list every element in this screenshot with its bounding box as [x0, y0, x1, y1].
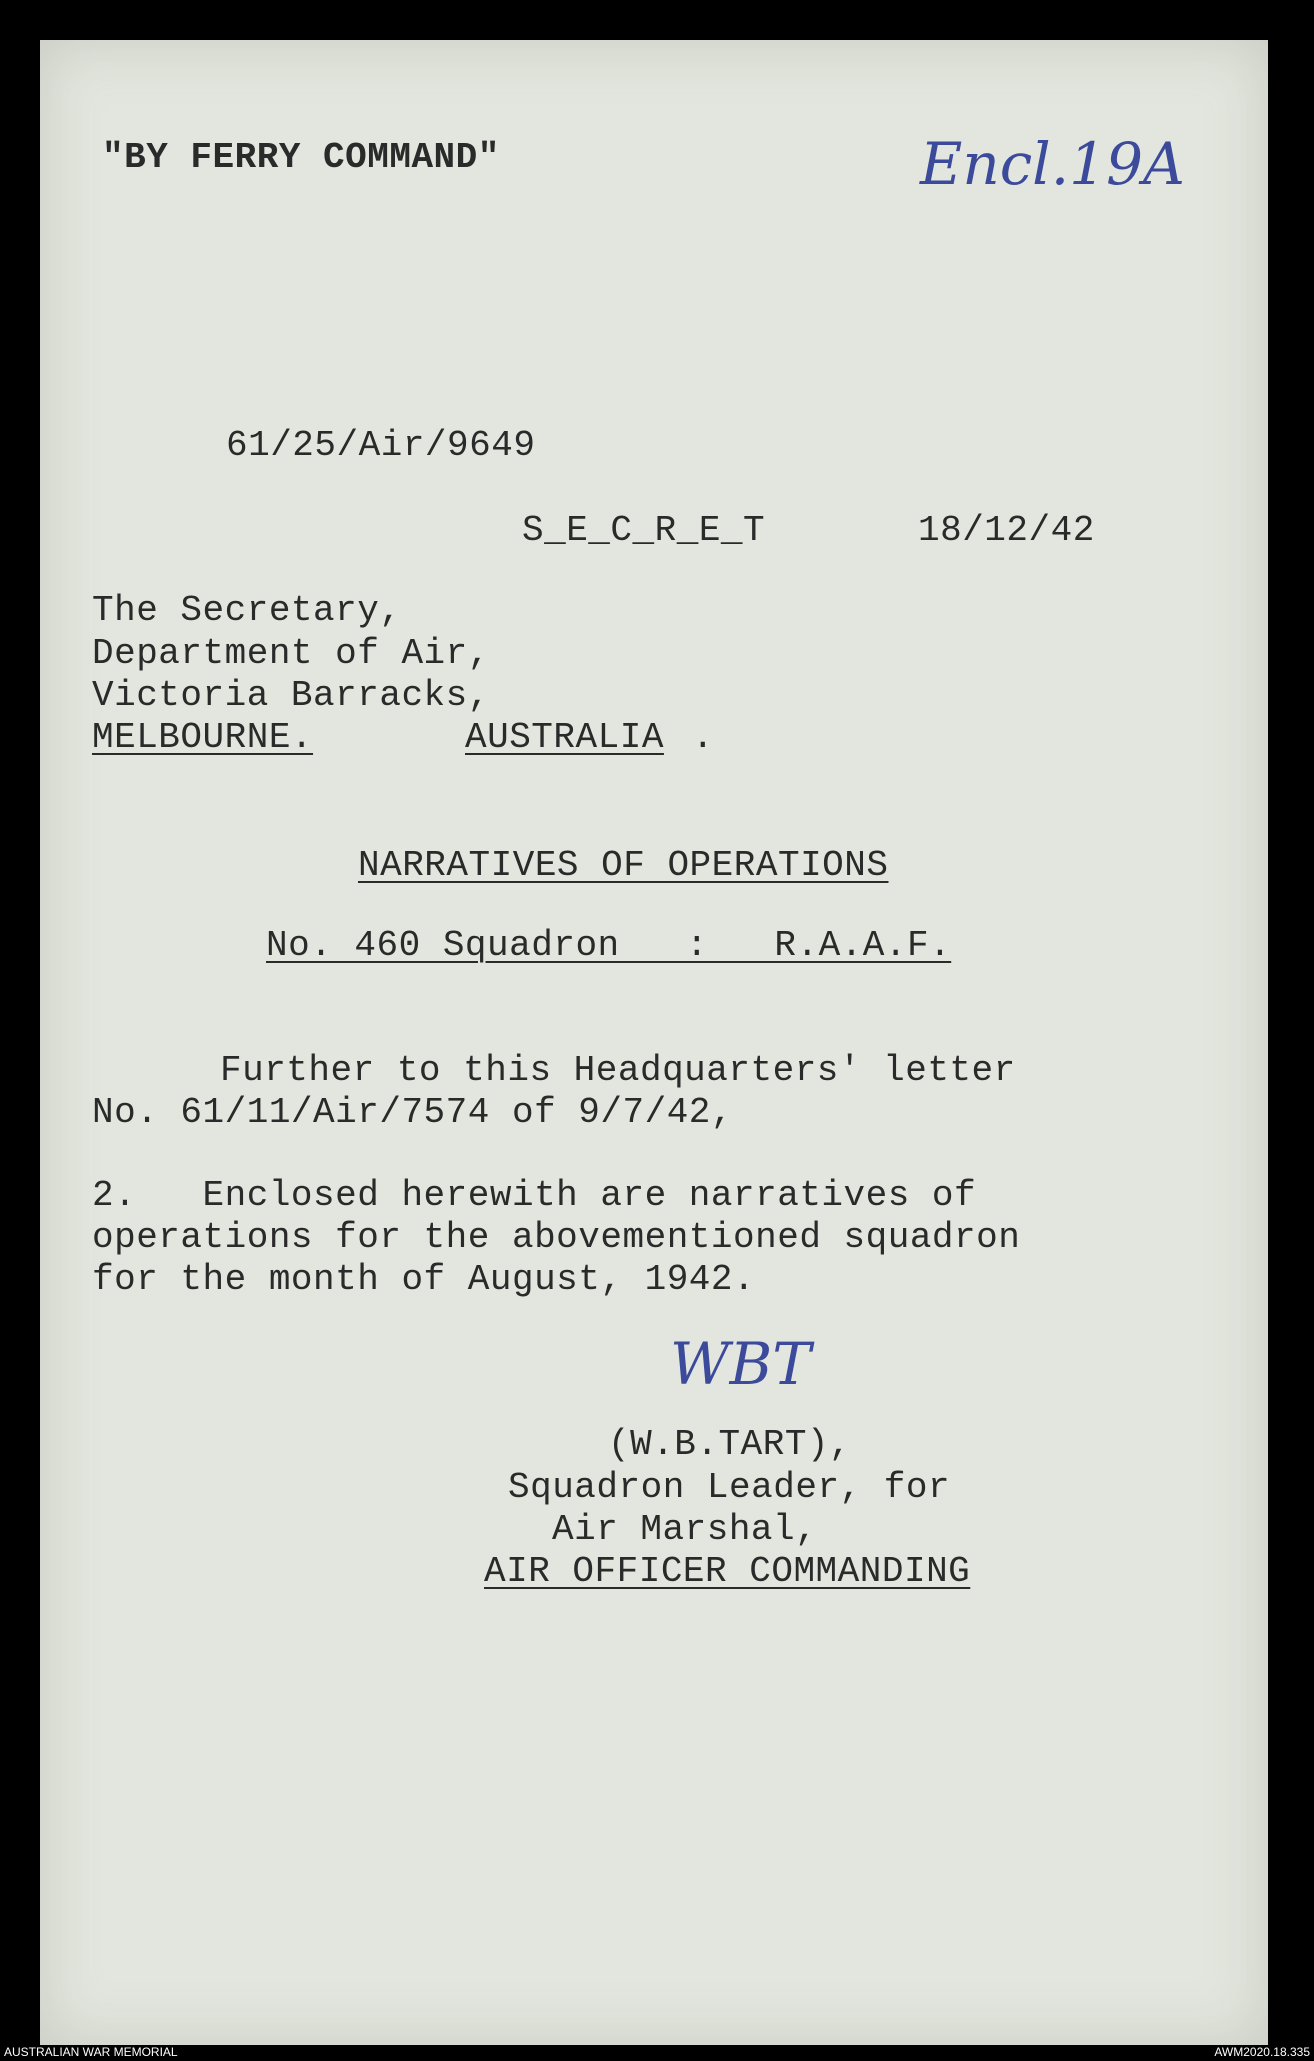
subject-title: NARRATIVES OF OPERATIONS	[358, 845, 889, 886]
document-page	[40, 40, 1268, 2045]
signatory-rank: Squadron Leader, for	[508, 1467, 951, 1508]
signatory-for-rank: Air Marshal,	[552, 1509, 818, 1550]
handwritten-signature: WBT	[670, 1330, 811, 1398]
paragraph2-line1: 2. Enclosed herewith are narratives of	[92, 1175, 977, 1216]
classification: S_E_C_R_E_T	[522, 510, 766, 551]
addressee-trailing: .	[692, 717, 715, 758]
document-date: 18/12/42	[918, 510, 1095, 551]
paragraph2-line3: for the month of August, 1942.	[92, 1259, 756, 1300]
paragraph2-line2: operations for the abovementioned squadron	[92, 1217, 1021, 1258]
addressee-city: MELBOURNE.	[92, 717, 314, 758]
signatory-title: AIR OFFICER COMMANDING	[484, 1551, 971, 1592]
footer-right: AWM2020.18.335	[1214, 2045, 1310, 2059]
footer-left: AUSTRALIAN WAR MEMORIAL	[4, 2045, 178, 2059]
paragraph1-line2: No. 61/11/Air/7574 of 9/7/42,	[92, 1092, 734, 1133]
subject-squadron: No. 460 Squadron : R.A.A.F.	[266, 925, 952, 966]
addressee-country: AUSTRALIA	[465, 717, 664, 758]
transit-note: "BY FERRY COMMAND"	[102, 137, 500, 178]
addressee-line2: Department of Air,	[92, 633, 490, 674]
reference-number: 61/25/Air/9649	[226, 425, 536, 466]
paragraph1-line1: Further to this Headquarters' letter	[220, 1050, 1016, 1091]
signatory-name: (W.B.TART),	[608, 1424, 852, 1465]
addressee-line3: Victoria Barracks,	[92, 675, 490, 716]
enclosure-note: Encl.19A	[920, 130, 1185, 198]
addressee-line1: The Secretary,	[92, 590, 402, 631]
